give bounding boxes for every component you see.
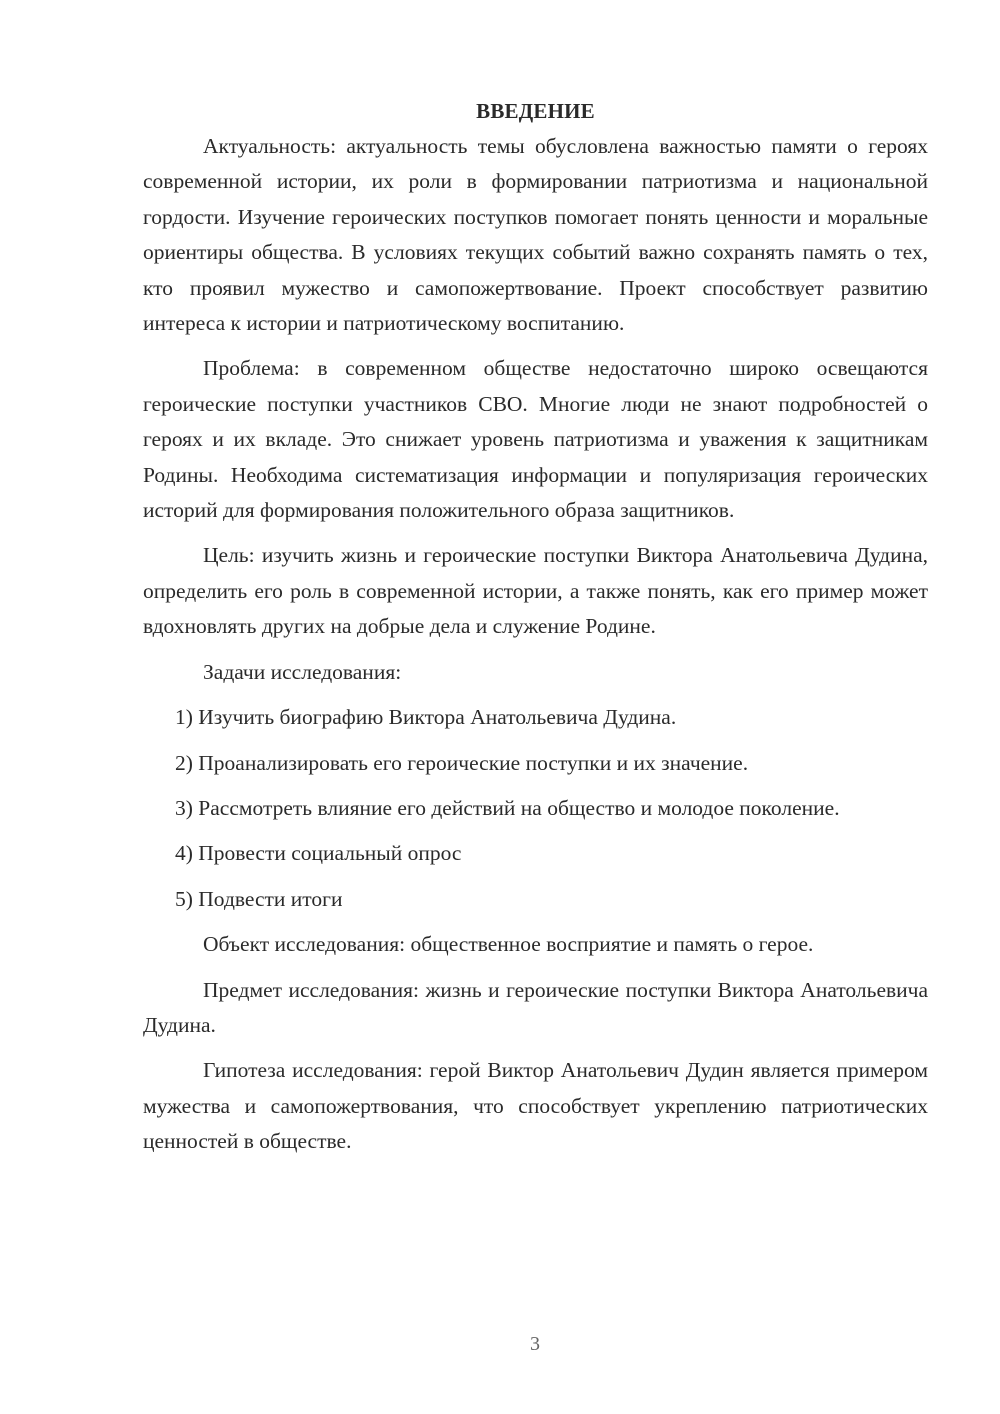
tasks-heading: Задачи исследования:	[203, 659, 402, 684]
section-title: ВВЕДЕНИЕ	[476, 99, 595, 123]
subject-paragraph: Предмет исследования: жизнь и героические поступки Виктора Анатольевича Дудина.	[143, 977, 928, 1037]
object-paragraph: Объект исследования: общественное восприятие и память о герое.	[203, 932, 814, 957]
task-item-3: 3) Рассмотреть влияние его действий на общество и молодое поколение.	[175, 795, 840, 820]
task-item-1: 1) Изучить биографию Виктора Анатольевича Дудина.	[175, 705, 677, 730]
task-item-2: 2) Проанализировать его героические поступки и их значение.	[175, 750, 749, 775]
goal-paragraph: Цель: изучить жизнь и героические поступки Виктора Анатольевича Дудина, определить его роль в современной истории, а также понять, как его пример может вдохновлять других на добрые дела и служение Родине.	[143, 543, 928, 639]
hypothesis-paragraph: Гипотеза исследования: герой Виктор Анатольевич Дудин является примером мужества и самопожертвования, что способствует укреплению патриотических ценностей в обществе.	[143, 1058, 928, 1154]
task-item-5: 5) Подвести итоги	[175, 886, 343, 911]
page-number: 3	[530, 1333, 540, 1355]
document-body	[143, 94, 928, 1160]
problem-paragraph: Проблема: в современном обществе недостаточно широко освещаются героические поступки участников СВО. Многие люди не знают подробностей о героях и их вкладе. Это снижает уровень патриотизма и уважения к защитникам Родины. Необходима систематизация информации и популяризация героических историй для формирования положительного образа защитников.	[143, 356, 928, 523]
relevance-paragraph: Актуальность: актуальность темы обусловлена важностью памяти о героях современной истории, их роли в формировании патриотизма и национальной гордости. Изучение героических поступков помогает понять ценности и моральные ориентиры общества. В условиях текущих событий важно сохранять память о тех, кто проявил мужество и самопожертвование. Проект способствует развитию интереса к истории и патриотическому воспитанию.	[143, 134, 928, 336]
task-item-4: 4) Провести социальный опрос	[175, 841, 462, 866]
